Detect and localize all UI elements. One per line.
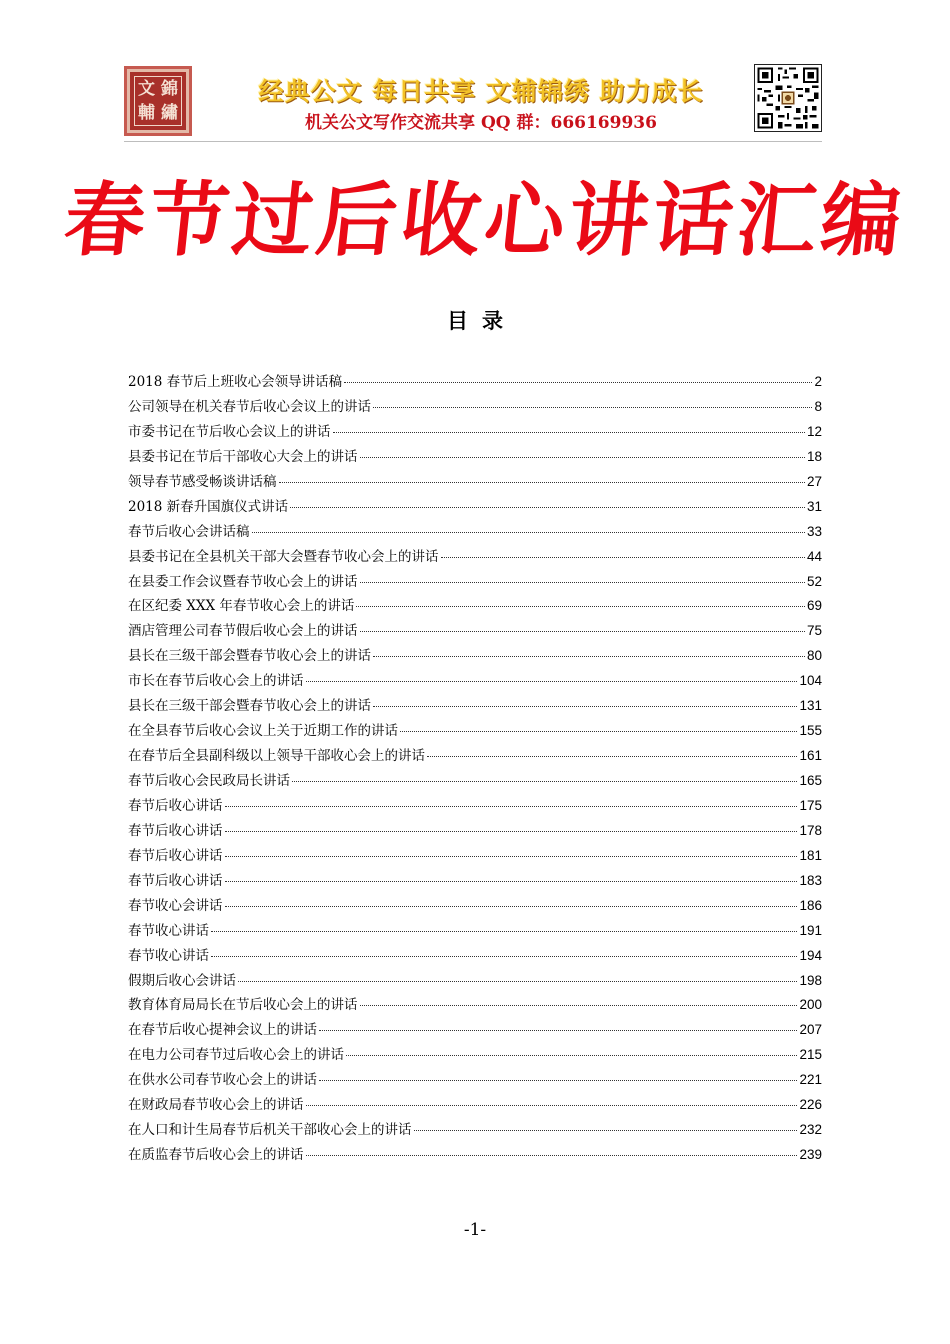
toc-dot-leader: [414, 1130, 798, 1131]
toc-entry[interactable]: [128, 894, 822, 919]
toc-entry-page: 131: [799, 698, 822, 714]
toc-dot-leader: [225, 831, 798, 832]
seal-char: 文: [138, 78, 155, 99]
toc-entry-title: 春节后收心讲话: [128, 822, 223, 839]
toc-entry-page: 232: [799, 1122, 822, 1138]
toc-dot-leader: [290, 507, 805, 508]
seal-char: 繡: [161, 102, 178, 123]
toc-dot-leader: [319, 1080, 797, 1081]
toc-entry-title: 春节收心讲话: [128, 947, 209, 964]
toc-entry-page: 221: [799, 1072, 822, 1088]
toc-entry[interactable]: [128, 844, 822, 869]
toc-entry-page: 226: [799, 1097, 822, 1113]
toc-entry[interactable]: [128, 1043, 822, 1068]
toc-entry-page: 161: [799, 748, 822, 764]
toc-entry[interactable]: [128, 495, 822, 520]
toc-entry[interactable]: [128, 470, 822, 495]
toc-entry[interactable]: [128, 594, 822, 619]
toc-entry-page: 155: [799, 723, 822, 739]
toc-entry-page: 215: [799, 1047, 822, 1063]
toc-dot-leader: [279, 482, 805, 483]
toc-entry[interactable]: [128, 445, 822, 470]
toc-entry-page: 2: [814, 374, 822, 389]
toc-dot-leader: [306, 1155, 798, 1156]
page-title: 春节过后收心讲话汇编: [60, 173, 910, 267]
toc-entry-page: 183: [799, 872, 822, 888]
toc-entry-title: 教育体育局局长在节后收心会上的讲话: [128, 997, 358, 1014]
toc-entry-page: 33: [806, 523, 822, 539]
toc-entry-title: 在人口和计生局春节后机关干部收心会上的讲话: [128, 1122, 412, 1139]
seal-char: 輔: [138, 102, 155, 123]
toc-dot-leader: [306, 681, 798, 682]
toc-dot-leader: [225, 906, 798, 907]
toc-entry[interactable]: [128, 395, 822, 420]
toc-entry[interactable]: [128, 669, 822, 694]
toc-dot-leader: [373, 407, 812, 408]
toc-dot-leader: [306, 1105, 798, 1106]
toc-entry-page: 181: [799, 847, 822, 863]
toc-entry[interactable]: [128, 1093, 822, 1118]
toc-entry[interactable]: [128, 644, 822, 669]
toc-entry-page: 198: [799, 972, 822, 988]
toc-dot-leader: [356, 606, 805, 607]
toc-entry[interactable]: [128, 1018, 822, 1043]
slogan-text: 经典公文 每日共享 文辅锦绣 助力成长: [258, 77, 704, 106]
toc-dot-leader: [400, 731, 797, 732]
toc-dot-leader: [211, 956, 797, 957]
toc-entry-title: 领导春节感受畅谈讲话稿: [128, 473, 277, 490]
toc-entry-title: 春节后收心讲话: [128, 872, 223, 889]
toc-dot-leader: [225, 856, 798, 857]
toc-entry-page: 44: [806, 548, 822, 564]
toc-entry-page: 12: [806, 423, 822, 439]
toc-entry-title: 公司领导在机关春节后收心会议上的讲话: [128, 398, 371, 415]
toc-entry-title: 县长在三级干部会暨春节收心会上的讲话: [128, 648, 371, 665]
toc-entry[interactable]: [128, 694, 822, 719]
toc-entry-title: 春节后收心讲话: [128, 797, 223, 814]
toc-entry-title: 在电力公司春节过后收心会上的讲话: [128, 1047, 344, 1064]
toc-dot-leader: [292, 781, 797, 782]
toc-entry-page: 75: [806, 623, 822, 639]
toc-entry-page: 186: [799, 897, 822, 913]
toc-entry-page: 200: [799, 997, 822, 1013]
toc-entry-title: 市长在春节后收心会上的讲话: [128, 673, 304, 690]
toc-dot-leader: [346, 1055, 797, 1056]
toc-entry[interactable]: [128, 719, 822, 744]
toc-entry-page: 69: [806, 598, 822, 614]
toc-dot-leader: [360, 631, 805, 632]
page-number: -1-: [463, 1220, 487, 1240]
toc-heading: 目录: [447, 309, 517, 333]
toc-dot-leader: [360, 582, 805, 583]
toc-entry-page: 239: [799, 1147, 822, 1163]
toc-entry[interactable]: [128, 1118, 822, 1143]
toc-entry-page: 207: [799, 1022, 822, 1038]
toc-entry-title: 县委书记在节后干部收心大会上的讲话: [128, 448, 358, 465]
toc-entry-title: 春节收心会讲话: [128, 897, 223, 914]
toc-entry[interactable]: [128, 769, 822, 794]
toc-dot-leader: [225, 881, 798, 882]
toc-entry[interactable]: [128, 744, 822, 769]
toc-entry-page: 178: [799, 822, 822, 838]
toc-entry-title: 春节后收心讲话: [128, 847, 223, 864]
toc-dot-leader: [373, 656, 805, 657]
toc-entry-title: 在区纪委 XXX 年春节收心会上的讲话: [128, 598, 355, 615]
toc-entry[interactable]: [128, 570, 822, 595]
toc-entry[interactable]: [128, 819, 822, 844]
toc-entry-title: 酒店管理公司春节假后收心会上的讲话: [128, 623, 358, 640]
toc-entry-title: 春节后收心会民政局长讲话: [128, 773, 290, 789]
toc-entry[interactable]: [128, 619, 822, 644]
toc-dot-leader: [333, 432, 805, 433]
toc-dot-leader: [319, 1030, 797, 1031]
header-banner: [124, 64, 822, 140]
toc-dot-leader: [238, 981, 797, 982]
toc-entry-page: 18: [806, 448, 822, 464]
header-divider: [124, 141, 822, 142]
toc-dot-leader: [344, 382, 812, 383]
toc-entry-page: 165: [799, 773, 822, 788]
toc-dot-leader: [441, 557, 805, 558]
toc-entry-title: 春节后收心会讲话稿: [128, 523, 250, 540]
toc-entry[interactable]: [128, 1068, 822, 1093]
toc-entry-page: 191: [799, 922, 822, 938]
toc-entry-title: 春节收心讲话: [128, 922, 209, 939]
toc-entry-title: 县长在三级干部会暨春节收心会上的讲话: [128, 698, 371, 715]
toc-entry-title: 市委书记在节后收心会议上的讲话: [128, 423, 331, 440]
toc-entry[interactable]: [128, 944, 822, 969]
toc-entry[interactable]: [128, 420, 822, 445]
toc-entry-title: 在春节后全县副科级以上领导干部收心会上的讲话: [128, 748, 425, 765]
qr-code-icon: [754, 64, 822, 132]
toc-entry[interactable]: [128, 1143, 822, 1168]
seal-logo: [124, 66, 192, 136]
toc-dot-leader: [360, 457, 805, 458]
toc-dot-leader: [225, 806, 798, 807]
toc-entry-title: 假期后收心会讲话: [128, 972, 236, 989]
toc-dot-leader: [211, 931, 797, 932]
seal-char: 錦: [161, 78, 178, 99]
toc-entry-page: 175: [799, 797, 822, 813]
toc-entry-page: 52: [806, 573, 822, 589]
toc-entry-title: 在春节后收心提神会议上的讲话: [128, 1022, 317, 1039]
toc-entry-title: 在县委工作会议暨春节收心会上的讲话: [128, 573, 358, 590]
toc-entry[interactable]: [128, 969, 822, 994]
toc-dot-leader: [252, 532, 805, 533]
toc-entry-title: 在供水公司春节收心会上的讲话: [128, 1072, 317, 1089]
toc-entry[interactable]: [128, 520, 822, 545]
toc-entry-page: 194: [799, 947, 822, 963]
toc-entry-title: 在财政局春节收心会上的讲话: [128, 1097, 304, 1114]
toc-entry[interactable]: [128, 869, 822, 894]
toc-entry[interactable]: [128, 794, 822, 819]
toc-entry[interactable]: [128, 370, 822, 395]
toc-entry-page: 31: [806, 498, 822, 514]
qq-group-text: 机关公文写作交流共享 QQ 群：666169936: [305, 113, 657, 133]
toc-dot-leader: [373, 706, 797, 707]
toc-entry[interactable]: [128, 993, 822, 1018]
toc-entry-page: 8: [814, 398, 822, 414]
toc-entry-title: 2018 新春升国旗仪式讲话: [128, 498, 289, 515]
toc-entry-page: 27: [806, 473, 822, 489]
toc-entry-title: 县委书记在全县机关干部大会暨春节收心会上的讲话: [128, 548, 439, 565]
toc-dot-leader: [360, 1005, 798, 1006]
toc-entry[interactable]: [128, 919, 822, 944]
toc-entry-title: 在全县春节后收心会议上关于近期工作的讲话: [128, 723, 398, 740]
toc-entry-title: 在质监春节后收心会上的讲话: [128, 1147, 304, 1164]
toc-dot-leader: [427, 756, 797, 757]
toc-entry-page: 104: [799, 673, 822, 689]
table-of-contents: [128, 370, 822, 1168]
toc-entry[interactable]: [128, 545, 822, 570]
toc-entry-page: 80: [806, 648, 822, 664]
toc-entry-title: 2018 春节后上班收心会领导讲话稿: [128, 374, 343, 390]
